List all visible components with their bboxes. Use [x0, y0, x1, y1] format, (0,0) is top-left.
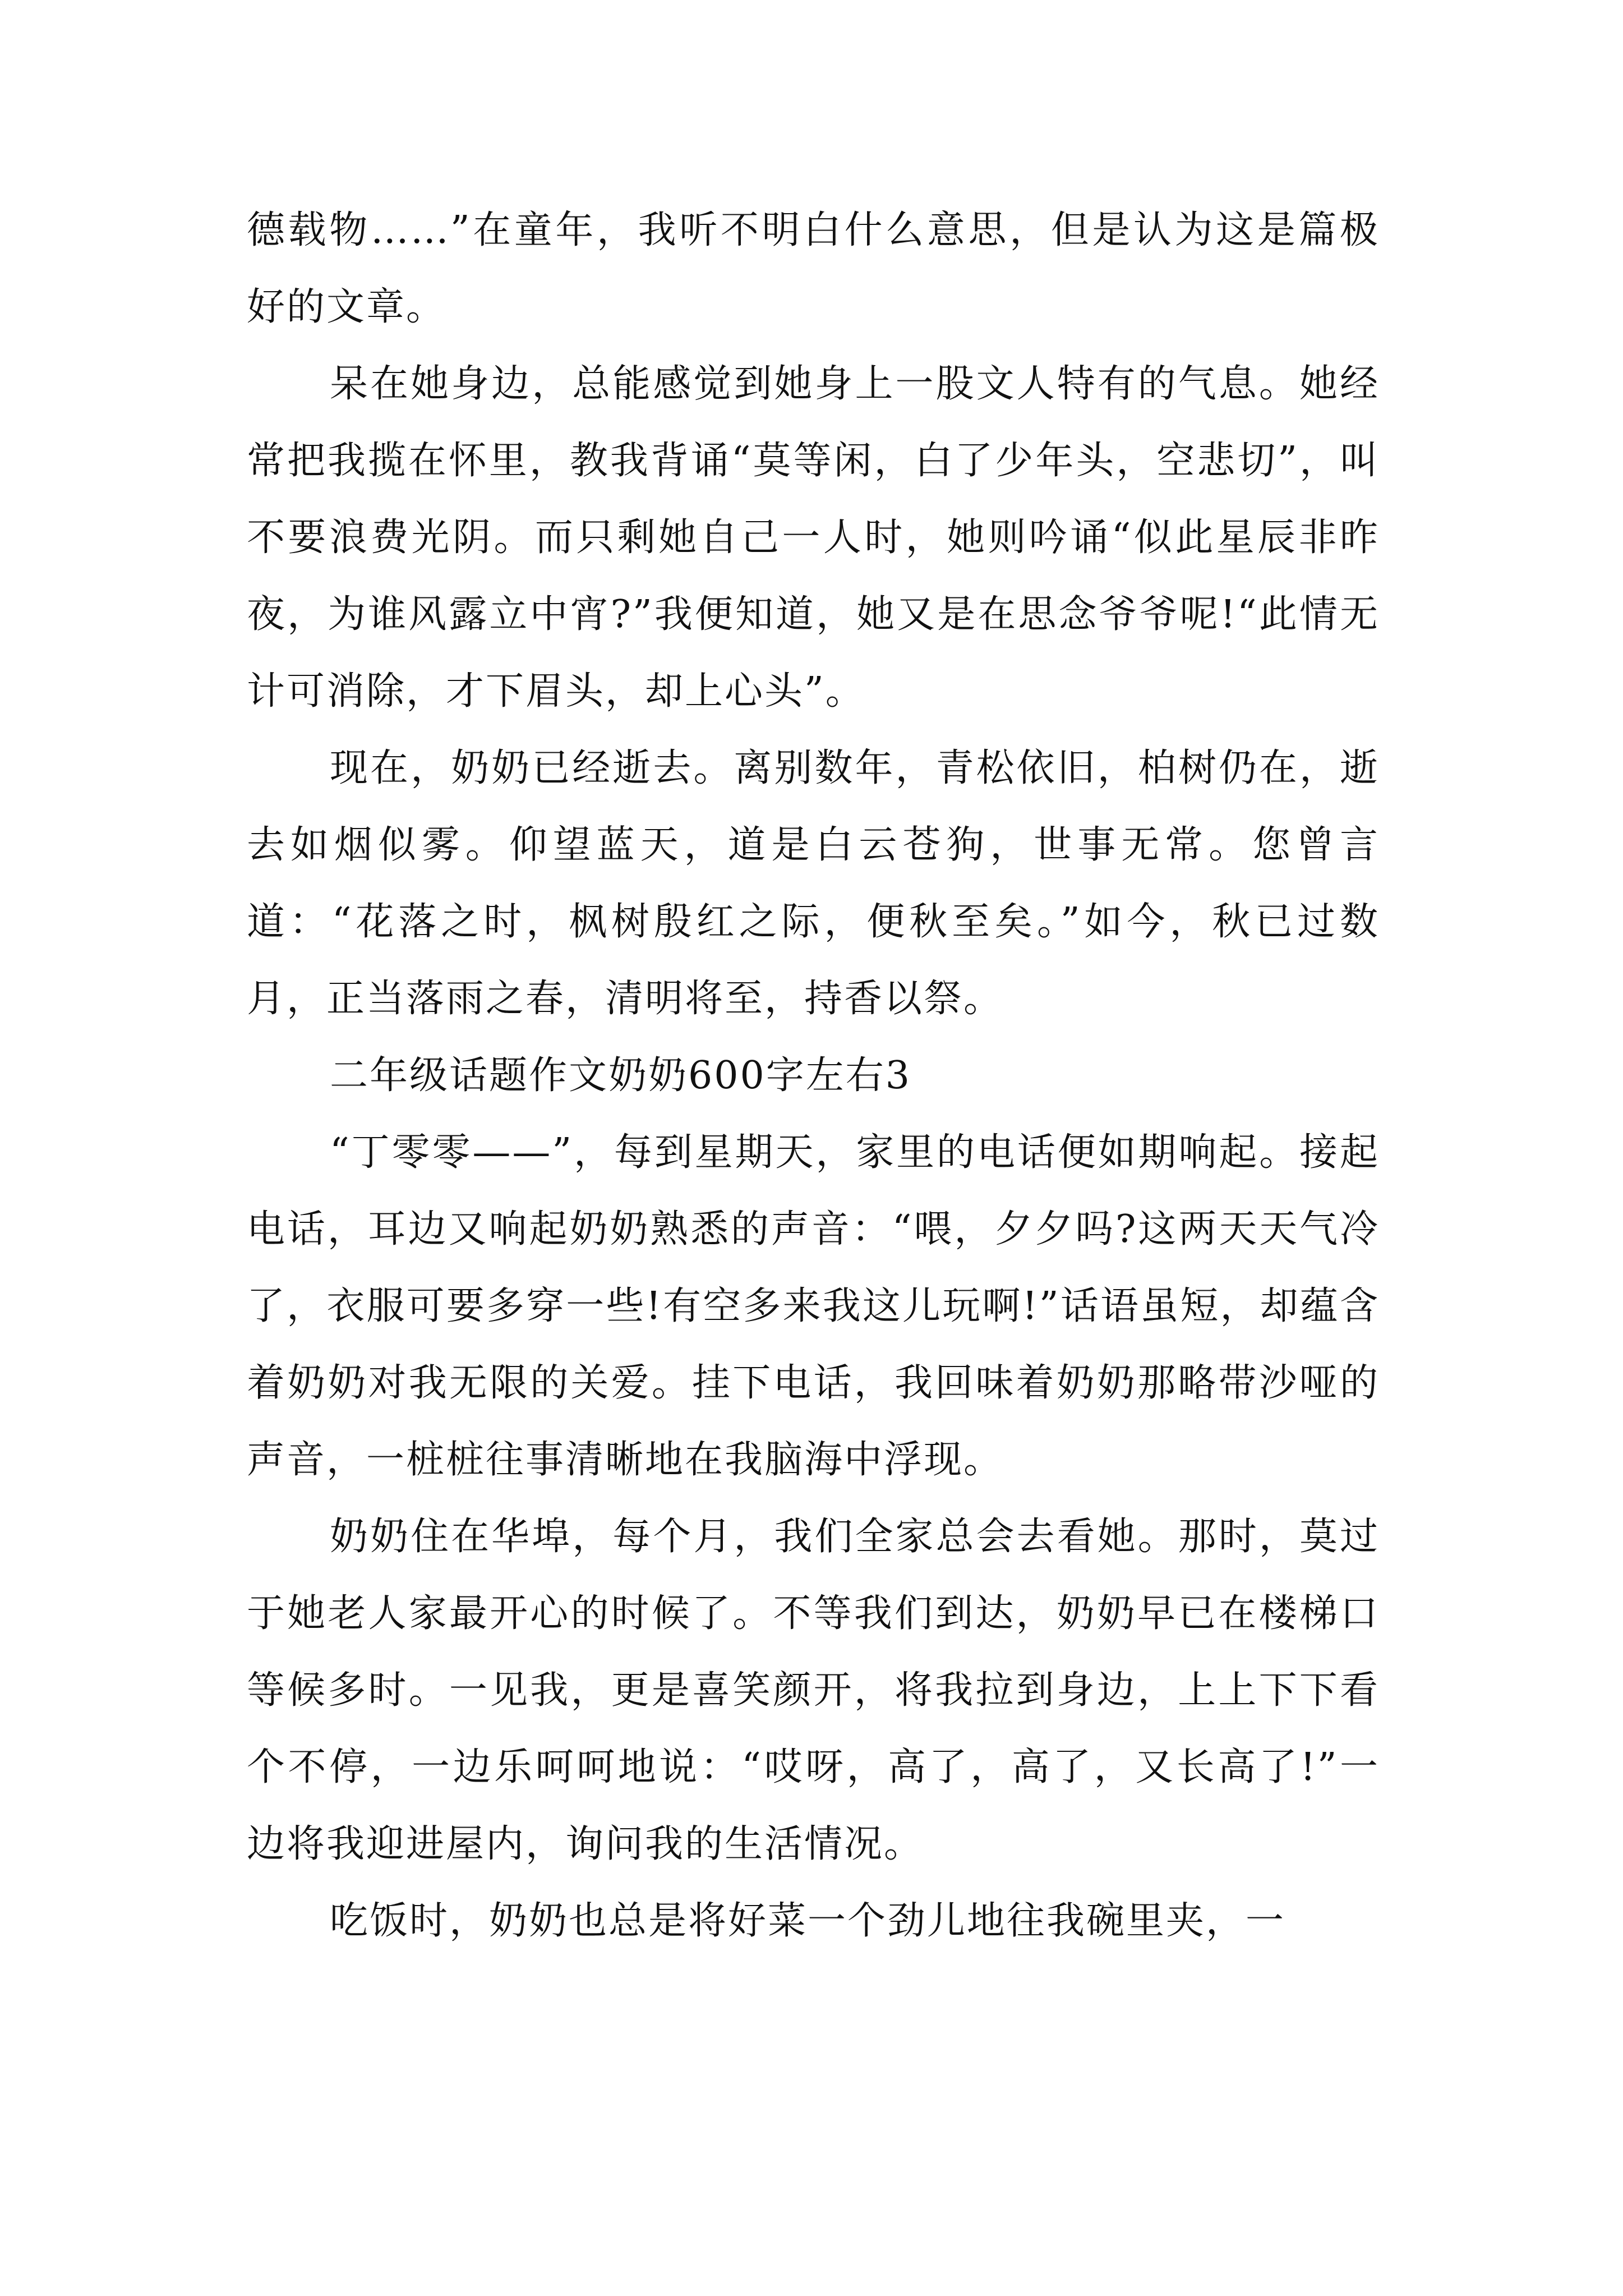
paragraph-1: 德载物……”在童年，我听不明白什么意思，但是认为这是篇极好的文章。 [247, 208, 1380, 329]
paragraph-2: 呆在她身边，总能感觉到她身上一股文人特有的气息。她经常把我揽在怀里，教我背诵“莫等闲，白了少年头，空悲切”，叫不要浪费光阴。而只剩她自己一人时，她则吟诵“似此星辰非昨夜，为谁风露立中宵?”我便知道，她又是在思念爷爷呢!“此情无计可消除，才下眉头，却上心头”。 [247, 362, 1380, 714]
paragraph-3: 现在，奶奶已经逝去。离别数年，青松依旧，柏树仍在，逝去如烟似雾。仰望蓝天，道是白云苍狗，世事无常。您曾言道：“花落之时，枫树殷红之际，便秋至矣。”如今，秋已过数月，正当落雨之春，清明将至，持香以祭。 [247, 746, 1380, 1021]
section-heading: 二年级话题作文奶奶600字左右3 [330, 1053, 912, 1098]
document-body [247, 192, 1380, 1959]
paragraph-4: “丁零零——”，每到星期天，家里的电话便如期响起。接起电话，耳边又响起奶奶熟悉的声音：“喂，夕夕吗?这两天天气冷了，衣服可要多穿一些!有空多来我这儿玩啊!”话语虽短，却蕴含着奶奶对我无限的关爱。挂下电话，我回味着奶奶那略带沙哑的声音，一桩桩往事清晰地在我脑海中浮现。 [247, 1130, 1380, 1482]
paragraph-6: 吃饭时，奶奶也总是将好菜一个劲儿地往我碗里夹，一 [330, 1899, 1286, 1943]
paragraph-5: 奶奶住在华埠，每个月，我们全家总会去看她。那时，莫过于她老人家最开心的时候了。不等我们到达，奶奶早已在楼梯口等候多时。一见我，更是喜笑颜开，将我拉到身边，上上下下看个不停，一边乐呵呵地说：“哎呀，高了，高了，又长高了!”一边将我迎进屋内，询问我的生活情况。 [247, 1515, 1380, 1866]
